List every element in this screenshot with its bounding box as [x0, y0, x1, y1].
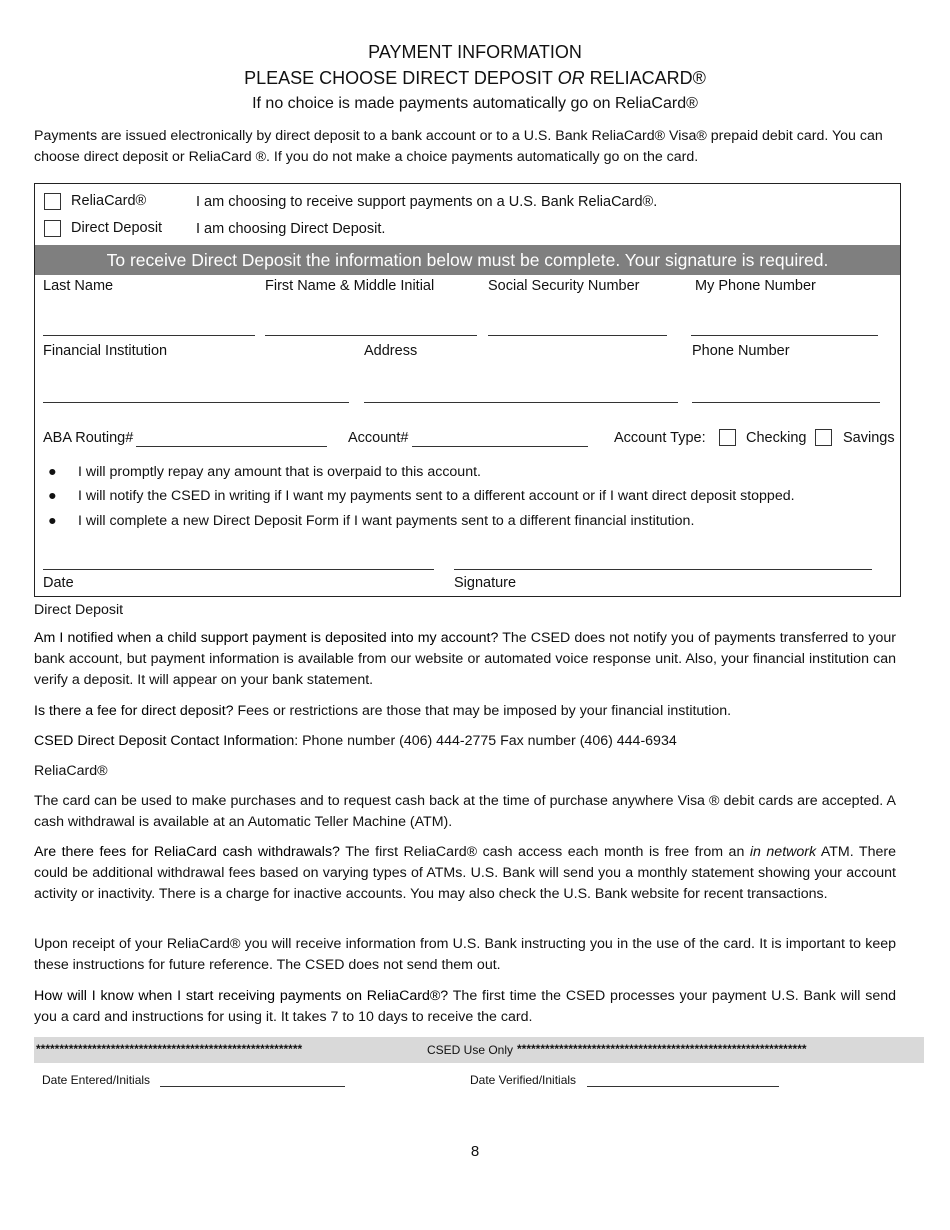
faq-reliacard-fees: Are there fees for ReliaCard cash withdrawals? The first ReliaCard® cash access each month is free from an in network ATM. There could be additional withdrawal fees based on varying types of ATMs. U.S. Bank will send you a monthly statement showing your account activity or inactivity. There is a charge for inactive accounts. You may also check the U.S. Bank website for recent transactions.	[34, 844, 896, 902]
bank-phone-label: Phone Number	[692, 343, 790, 359]
bank-phone-field[interactable]	[692, 402, 880, 403]
my-phone-label: My Phone Number	[695, 278, 816, 294]
date-verified-label: Date Verified/Initials	[470, 1073, 577, 1087]
direct-deposit-heading: Direct Deposit	[34, 602, 124, 618]
financial-institution-label: Financial Institution	[43, 343, 168, 359]
date-entered-label: Date Entered/Initials	[42, 1073, 151, 1087]
contact-info: CSED Direct Deposit Contact Information: Phone number (406) 444-2775 Fax number (406) 444-6934	[34, 733, 677, 749]
signature-field[interactable]	[454, 569, 872, 570]
date-entered-field[interactable]	[160, 1086, 345, 1087]
reliacard-usage: The card can be used to make purchases and to request cash back at the time of purchase anywhere Visa ® debit cards are accepted. A cash withdrawal is available at an Automatic Teller Machine (ATM).	[34, 793, 896, 830]
checking-checkbox[interactable]	[719, 429, 736, 446]
bullet-item: ● I will complete a new Direct Deposit Form if I want payments sent to a different financial institution.	[48, 513, 695, 529]
ssn-field[interactable]	[488, 335, 667, 336]
bullet-dot: ●	[48, 513, 57, 529]
page-number: 8	[470, 1143, 480, 1160]
option-reliacard-desc: I am choosing to receive support payments on a U.S. Bank ReliaCard®.	[196, 194, 658, 210]
direct-deposit-checkbox[interactable]	[44, 220, 61, 237]
my-phone-field[interactable]	[691, 335, 878, 336]
account-field[interactable]	[412, 446, 588, 447]
bullet-item: ● I will notify the CSED in writing if I want my payments sent to a different account or if I want direct deposit stopped.	[48, 488, 795, 504]
intro-paragraph: Payments are issued electronically by direct deposit to a bank account or to a U.S. Bank ReliaCard® Visa® prepaid debit card. You can choose direct deposit or ReliaCard ®. If you do not make a choice payments automatically go on the card.	[34, 128, 883, 165]
account-label: Account#	[348, 430, 409, 446]
page-subtitle: PLEASE CHOOSE DIRECT DEPOSIT OR RELIACARD®	[244, 68, 706, 88]
aba-routing-field[interactable]	[136, 446, 327, 447]
bullet-dot: ●	[48, 488, 57, 504]
faq-start-receiving: How will I know when I start receiving payments on ReliaCard®? The first time the CSED processes your payment U.S. Bank will send you a card and instructions for using it. It takes 7 to 10 days to receive the card.	[34, 988, 896, 1025]
address-field[interactable]	[364, 402, 678, 403]
stars-left: *********************************************************	[36, 1042, 303, 1056]
address-label: Address	[364, 343, 418, 359]
savings-checkbox[interactable]	[815, 429, 832, 446]
aba-routing-label: ABA Routing#	[43, 430, 134, 446]
option-direct-deposit-desc: I am choosing Direct Deposit.	[196, 221, 386, 237]
requirement-banner: To receive Direct Deposit the information below must be complete. Your signature is required.	[35, 245, 900, 275]
date-verified-field[interactable]	[587, 1086, 779, 1087]
page-title: PAYMENT INFORMATION	[368, 42, 582, 62]
faq-fee: Is there a fee for direct deposit? Fees or restrictions are those that may be imposed by your financial institution.	[34, 703, 732, 719]
bullet-dot: ●	[48, 464, 57, 480]
ssn-label: Social Security Number	[488, 278, 640, 294]
first-name-field[interactable]	[265, 335, 477, 336]
stars-right: **************************************************************	[517, 1042, 807, 1056]
signature-label: Signature	[454, 575, 517, 591]
checking-label: Checking	[746, 430, 807, 446]
last-name-field[interactable]	[43, 335, 255, 336]
reliacard-receipt: Upon receipt of your ReliaCard® you will receive information from U.S. Bank instructing you in the use of the card. It is important to keep these instructions for future reference. The CSED does not send them out.	[34, 936, 896, 973]
csed-use-only-bar	[34, 1037, 924, 1063]
option-reliacard[interactable]	[44, 193, 146, 210]
option-reliacard-label: ReliaCard®	[71, 193, 147, 210]
reliacard-checkbox[interactable]	[44, 193, 61, 210]
first-name-label: First Name & Middle Initial	[265, 278, 435, 294]
financial-institution-field[interactable]	[43, 402, 349, 403]
csed-use-only-label: CSED Use Only	[427, 1043, 514, 1057]
savings-label: Savings	[843, 430, 895, 446]
reliacard-heading: ReliaCard®	[34, 763, 108, 779]
option-direct-deposit-label: Direct Deposit	[71, 220, 163, 237]
last-name-label: Last Name	[43, 278, 114, 294]
account-type-label: Account Type:	[614, 430, 706, 446]
default-choice-note: If no choice is made payments automatically go on ReliaCard®	[252, 95, 698, 112]
date-field[interactable]	[43, 569, 434, 570]
bullet-item: ● I will promptly repay any amount that is overpaid to this account.	[48, 464, 481, 480]
option-direct-deposit[interactable]	[44, 220, 162, 237]
date-label: Date	[43, 575, 74, 591]
faq-notified: Am I notified when a child support payment is deposited into my account? The CSED does not notify you of payments transferred to your bank account, but payment information is available from our website or automated voice response unit. Also, your financial institution can verify a deposit. It will appear on your bank statement.	[34, 630, 896, 688]
